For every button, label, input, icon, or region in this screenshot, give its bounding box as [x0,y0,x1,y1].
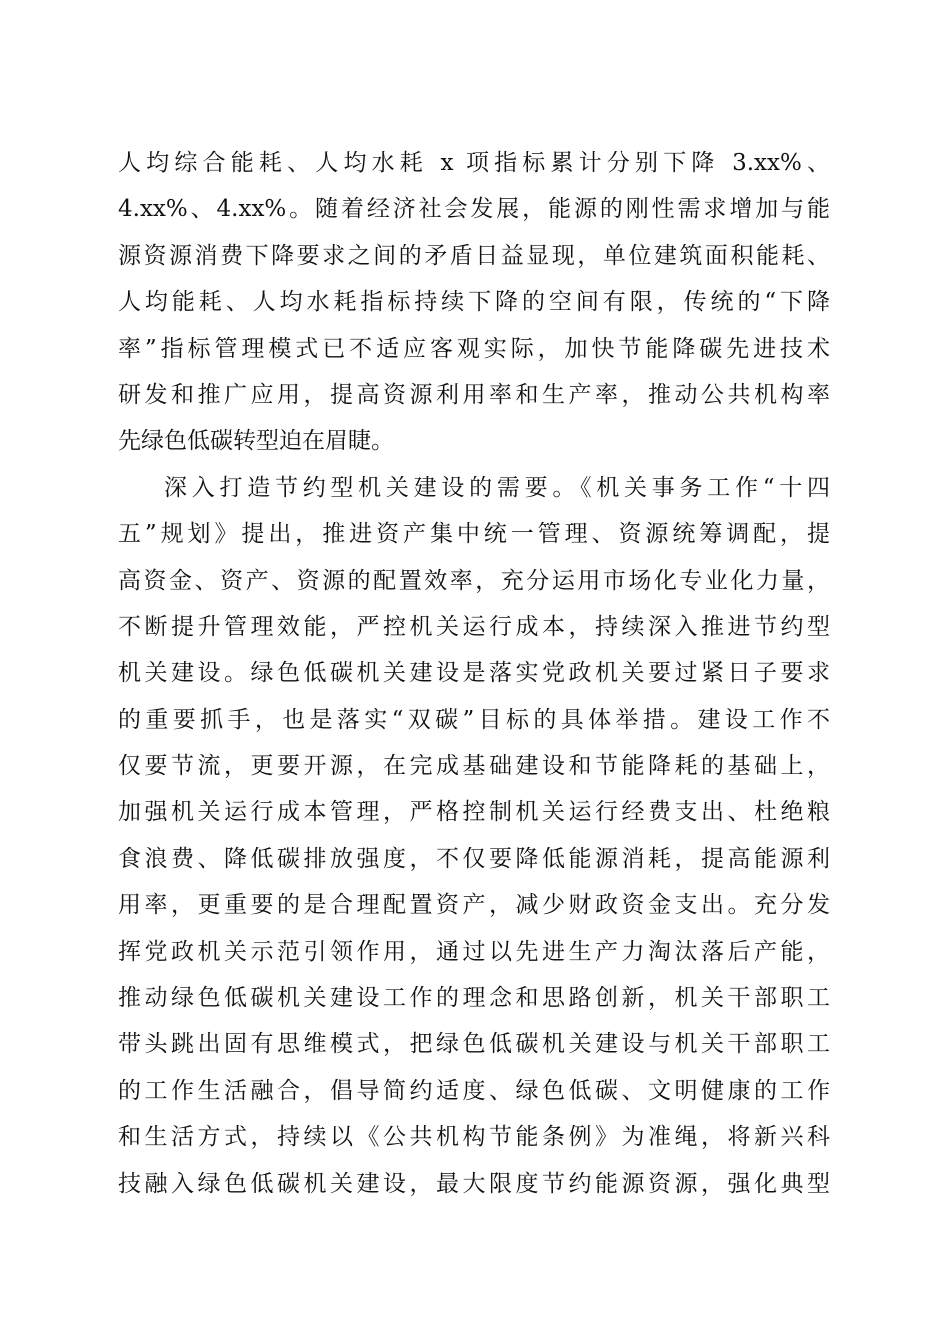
text-line: 先绿色低碳转型迫在眉睫。 [118,428,394,455]
text-line: 五”规划》提出，推进资产集中统一管理、资源统筹调配，提 [118,521,830,548]
text-line: 推动绿色低碳机关建设工作的理念和思路创新，机关干部职工 [118,985,830,1012]
text-line: 机关建设。绿色低碳机关建设是落实党政机关要过紧日子要求 [118,660,830,687]
text-line: 挥党政机关示范引领作用，通过以先进生产力淘汰落后产能， [118,938,830,965]
text-line: 的工作生活融合，倡导简约适度、绿色低碳、文明健康的工作 [118,1077,830,1104]
text-line: 的重要抓手，也是落实“双碳”目标的具体举措。建设工作不 [118,706,830,733]
body-text [118,140,830,1253]
text-line: 4.xx%、4.xx%。随着经济社会发展，能源的刚性需求增加与能 [118,196,830,223]
paragraph-energy-consumption [118,140,830,465]
text-line: 不断提升管理效能，严控机关运行成本，持续深入推进节约型 [118,613,830,640]
text-line: 研发和推广应用，提高资源利用率和生产率，推动公共机构率 [118,381,830,408]
text-line [118,1207,830,1253]
text-line: 人均能耗、人均水耗指标持续下降的空间有限，传统的“下降 [118,289,830,316]
text-line: 源资源消费下降要求之间的矛盾日益显现，单位建筑面积能耗、 [118,242,830,269]
text-line: 带头跳出固有思维模式，把绿色低碳机关建设与机关干部职工 [118,1031,830,1058]
text-line: 率”指标管理模式已不适应客观实际，加快节能降碳先进技术 [118,335,830,362]
text-line: 加强机关运行成本管理，严格控制机关运行经费支出、杜绝粮 [118,799,830,826]
text-line: 人均综合能耗、人均水耗 x 项指标累计分别下降 3.xx%、 [118,150,830,176]
paragraph-economical-agency [118,465,830,1254]
text-line: 和生活方式，持续以《公共机构节能条例》为准绳，将新兴科 [118,1124,830,1151]
text-line: 深入打造节约型机关建设的需要。《机关事务工作“十四 [164,474,830,501]
text-line: 技融入绿色低碳机关建设，最大限度节约能源资源，强化典型 [118,1170,830,1197]
text-line: 高资金、资产、资源的配置效率，充分运用市场化专业化力量， [118,567,830,594]
text-line: 用率，更重要的是合理配置资产，减少财政资金支出。充分发 [118,892,830,919]
text-line: 食浪费、降低碳排放强度，不仅要降低能源消耗，提高能源利 [118,845,830,872]
text-line: 仅要节流，更要开源，在完成基础建设和节能降耗的基础上， [118,753,830,780]
